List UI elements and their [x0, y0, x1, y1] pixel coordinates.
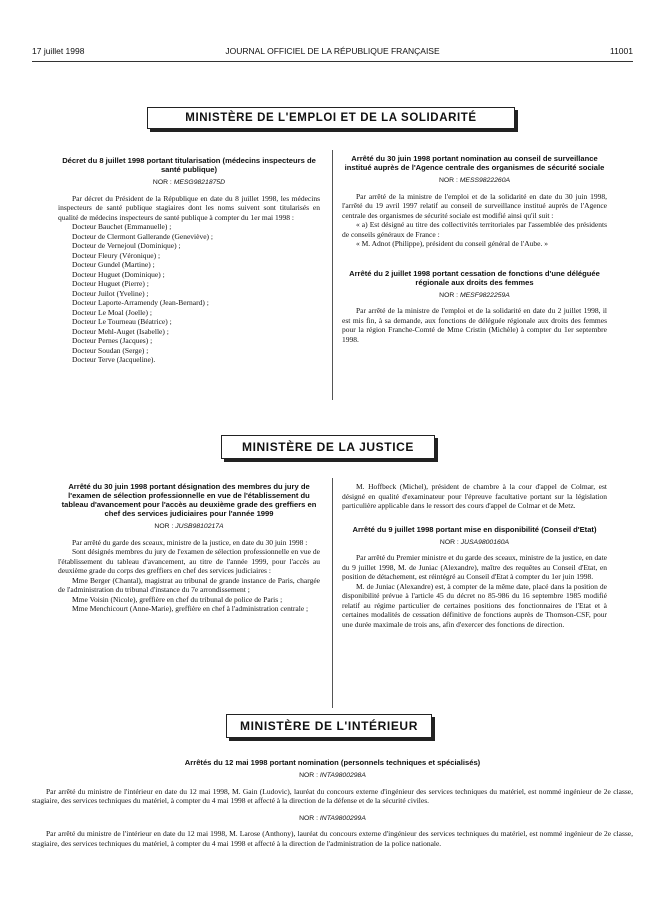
list-item: Docteur Gundel (Martine) ;	[72, 260, 155, 269]
decret-title: Décret du 8 juillet 1998 portant titularisation (médecins inspecteurs de santé publique)	[62, 156, 316, 174]
arrete-acoss-nor: NOR : MESS9822260A	[438, 177, 511, 184]
arrete-jury-para: Mme Menchicourt (Anne-Marie), greffière en chef à l'administration centrale ;	[72, 604, 309, 613]
list-item: Docteur de Vernejoul (Dominique) ;	[72, 241, 181, 250]
arrete-acoss-title: Arrêté du 30 juin 1998 portant nomination au conseil de surveillance institué auprès de l'Agence centrale des organismes de sécurité sociale	[344, 154, 605, 172]
list-item: Docteur Huguet (Pierre) ;	[72, 279, 149, 288]
decret-nor: NOR : MESG9821875D	[152, 179, 226, 186]
arrete-cessation-title: Arrêté du 2 juillet 1998 portant cessation de fonctions d'une déléguée régionale aux droits des femmes	[349, 268, 600, 287]
arrete-jury-para: Par arrêté du garde des sceaux, ministre de la justice, en date du 30 juin 1998 :	[72, 537, 308, 547]
list-item: Docteur Bauchet (Emmanuelle) ;	[72, 222, 172, 231]
justice-right-column	[342, 482, 607, 629]
arrete-jury-para: Mme Berger (Chantal), magistrat au tribunal de grande instance de Paris, chargée de l'administration du tribunal d'instance du 7e arrondissement ;	[58, 575, 320, 594]
header-rule	[32, 61, 633, 62]
arrete-jury-para: Mme Voisin (Nicole), greffière en chef du tribunal de police de Paris ;	[72, 594, 283, 604]
page-header	[32, 46, 633, 60]
header-date: 17 juillet 1998	[32, 46, 85, 56]
arrete-disponibilite-nor: NOR : JUSA9800160A	[439, 538, 510, 546]
arretes-interieur	[32, 758, 633, 848]
list-item: Docteur Laporte-Arramendy (Jean-Bernard) ;	[72, 298, 209, 307]
list-item: Docteur Fleury (Véronique) ;	[72, 250, 161, 260]
decret-intro: Par décret du Président de la République en date du 8 juillet 1998, les médecins inspecteurs de santé publique stagiaires dont les noms suivent sont titularisés en qualité de médecins inspecteurs de santé publique à compter du 1er mai 1998 :	[58, 193, 320, 222]
list-item: Docteur Mehl-Auget (Isabelle) ;	[72, 326, 169, 336]
list-item: Docteur Le Moal (Joelle) ;	[72, 307, 152, 317]
column-divider	[332, 150, 333, 400]
column-divider	[332, 478, 333, 708]
arrete-acoss-para: Par arrêté de la ministre de l'emploi et de la solidarité en date du 30 juin 1998, l'arrêté du 19 avril 1997 relatif au conseil de surveillance institué auprès de l'Agence centrale des organismes de sécurité sociale est modifié ainsi qu'il suit :	[342, 191, 607, 220]
section-heading-interieur: MINISTÈRE DE L'INTÉRIEUR	[226, 714, 432, 738]
arrete-larose-para: Par arrêté du ministre de l'intérieur en date du 12 mai 1998, M. Larose (Anthony), lauréat du concours externe d'ingénieur des services techniques du matériel, est nommé ingénieur de 2e classe, stagiaire, des services techniques du matériel, à compter du 4 mai 1998 et affecté à la direction de l'administration de la police nationale.	[32, 829, 633, 848]
arrete-jury-nor: NOR : JUSB9810217A	[154, 523, 224, 530]
arretes-emploi	[342, 154, 607, 344]
arrete-larose-nor: NOR : INTA9800299A	[299, 814, 366, 822]
list-item: Docteur Terve (Jacqueline).	[72, 355, 156, 364]
arrete-jury-greffiers	[58, 482, 320, 614]
arretes-interieur-title: Arrêtés du 12 mai 1998 portant nomination (personnels techniques et spécialisés)	[184, 758, 481, 767]
list-item: Docteur Juilot (Yveline) ;	[72, 288, 149, 298]
arrete-cessation-nor: NOR : MESF9822259A	[439, 291, 510, 299]
list-item: Docteur Huguet (Dominique) ;	[72, 269, 165, 279]
arrete-acoss-para: « M. Adnot (Philippe), président du conseil général de l'Aube. »	[356, 239, 548, 248]
arrete-jury-continuation: M. Hoffbeck (Michel), président de chambre à la cour d'appel de Colmar, est désigné en qualité d'examinateur pour l'épreuve facultative portant sur la législation particulière applicable dans le ressort des cours d'appel de Colmar et de Metz.	[342, 482, 607, 510]
list-item: Docteur de Clermont Gallerande (Geneviève) ;	[72, 231, 213, 241]
list-item: Docteur Pernes (Jacques) ;	[72, 336, 153, 345]
arrete-jury-title: Arrêté du 30 juin 1998 portant désignation des membres du jury de l'examen de sélection professionnelle en vue de l'établissement du tableau d'avancement pour l'accès au deuxième grade des greffiers en chef des services judiciaires pour l'année 1999	[61, 482, 317, 518]
decret-name-list	[58, 222, 320, 365]
section-heading-justice: MINISTÈRE DE LA JUSTICE	[221, 435, 435, 459]
arrete-cessation-para: Par arrêté de la ministre de l'emploi et de la solidarité en date du 2 juillet 1998, il est mis fin, à sa demande, aux fonctions de déléguée régionale aux droits des femmes pour la région Franche-Comté de Mme Cristin (Michèle) à compter du 1er septembre 1998.	[342, 306, 607, 344]
arrete-disponibilite-para: M. de Juniac (Alexandre) est, à compter de la même date, placé dans la position de disponibilité prévue à l'article 45 du décret no 85-986 du 16 septembre 1985 modifié relatif au régime particulier de certaines positions des fonctionnaires de l'Etat et à certaines modalités de cessation définitive de fonctions auprès de Thomson-CSF, pour une durée maximale de trois ans, afin d'exercer des fonctions de direction.	[342, 581, 607, 629]
arrete-gain-para: Par arrêté du ministre de l'intérieur en date du 12 mai 1998, M. Gain (Ludovic), lauréat du concours externe d'ingénieur des services techniques du matériel, est nommé ingénieur de 2e classe, stagiaire, des services techniques du matériel, à compter du 4 mai 1998 et affecté à la direction de la défense et de la sécurité civiles.	[32, 786, 633, 805]
header-title: JOURNAL OFFICIEL DE LA RÉPUBLIQUE FRANÇAISE	[225, 46, 440, 56]
list-item: Docteur Le Tourneau (Béatrice) ;	[72, 317, 172, 326]
arrete-jury-para: Sont désignés membres du jury de l'examen de sélection professionnelle en vue de l'établissement du tableau d'avancement, au titre de l'année 1999, pour l'accès au deuxième grade du corps des greffiers en chef des services judiciaires :	[58, 547, 320, 575]
arrete-acoss-para: « a) Est désigné au titre des collectivités territoriales par l'assemblée des présidents de conseils généraux de France :	[342, 220, 607, 239]
section-heading-emploi: MINISTÈRE DE L'EMPLOI ET DE LA SOLIDARITÉ	[147, 107, 515, 129]
decret-titularisation	[58, 156, 320, 365]
list-item: Docteur Soudan (Serge) ;	[72, 345, 149, 355]
arrete-gain-nor: NOR : INTA9800298A	[299, 772, 366, 779]
arrete-disponibilite-para: Par arrêté du Premier ministre et du garde des sceaux, ministre de la justice, en date du 9 juillet 1998, M. de Juniac (Alexandre), maître des requêtes au Conseil d'Etat, en position de détachement, est réintégré au Conseil d'Etat à compter du 1er juin 1998.	[342, 553, 607, 581]
arrete-disponibilite-title: Arrêté du 9 juillet 1998 portant mise en disponibilité (Conseil d'Etat)	[352, 524, 597, 534]
header-page-number: 11001	[609, 46, 633, 56]
